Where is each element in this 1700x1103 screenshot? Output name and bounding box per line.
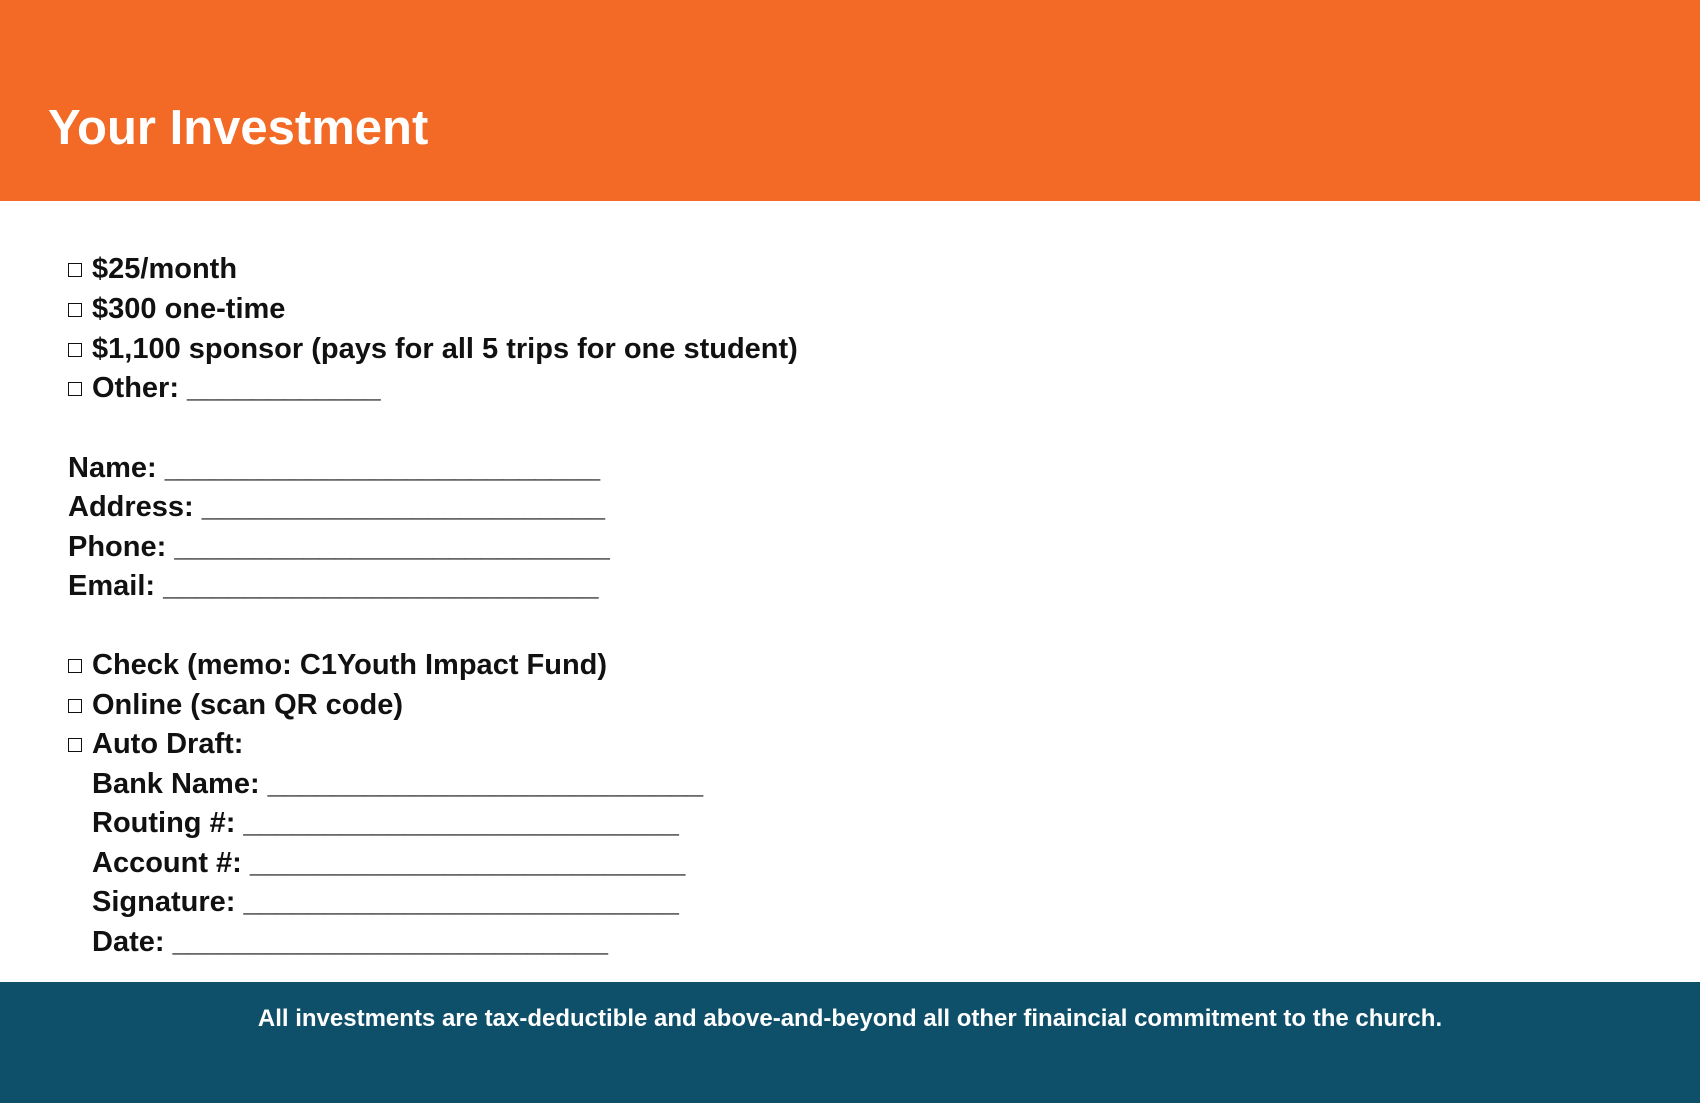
- phone-field[interactable]: Phone: ___________________________: [68, 531, 610, 563]
- option-300-one-time[interactable]: [68, 291, 285, 327]
- address-field[interactable]: Address: _________________________: [68, 491, 605, 523]
- payment-label: Online (scan QR code): [92, 689, 403, 721]
- footer-note: All investments are tax-deductible and above-and-beyond all other finaincial commitment to the church.: [257, 1005, 1443, 1032]
- page-title: Your Investment: [48, 101, 429, 155]
- checkbox[interactable]: [68, 659, 82, 673]
- checkbox[interactable]: [68, 382, 82, 396]
- option-label: $25/month: [92, 253, 238, 285]
- option-1100-sponsor[interactable]: [68, 331, 798, 367]
- payment-auto-draft[interactable]: [68, 726, 243, 762]
- payment-label: Auto Draft:: [92, 728, 244, 760]
- checkbox[interactable]: [68, 263, 82, 277]
- option-other[interactable]: [68, 370, 381, 406]
- bank-name-field[interactable]: Bank Name: ___________________________: [92, 768, 704, 800]
- checkbox[interactable]: [68, 303, 82, 317]
- option-label: $1,100 sponsor (pays for all 5 trips for one student): [92, 333, 798, 365]
- option-25-month[interactable]: [68, 251, 237, 287]
- payment-check[interactable]: [68, 647, 607, 683]
- checkbox[interactable]: [68, 343, 82, 357]
- account-number-field[interactable]: Account #: ___________________________: [92, 847, 686, 879]
- email-field[interactable]: Email: ___________________________: [68, 570, 599, 602]
- footer-banner: [0, 982, 1700, 1103]
- payment-label: Check (memo: C1Youth Impact Fund): [92, 649, 608, 681]
- checkbox[interactable]: [68, 699, 82, 713]
- signature-field[interactable]: Signature: ___________________________: [92, 886, 679, 918]
- checkbox[interactable]: [68, 738, 82, 752]
- option-label: $300 one-time: [92, 293, 286, 325]
- routing-number-field[interactable]: Routing #: ___________________________: [92, 807, 679, 839]
- header-banner: [0, 0, 1700, 201]
- option-label: Other: ____________: [92, 372, 381, 404]
- date-field[interactable]: Date: ___________________________: [92, 926, 609, 958]
- payment-online[interactable]: [68, 687, 403, 723]
- name-field[interactable]: Name: ___________________________: [68, 452, 601, 484]
